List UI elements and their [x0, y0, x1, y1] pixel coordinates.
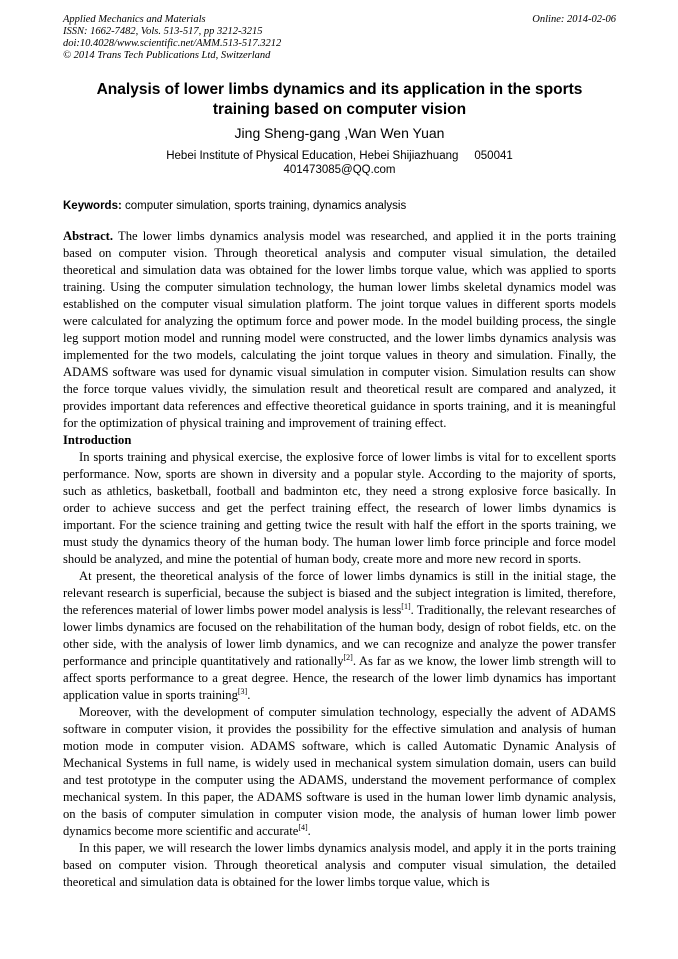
- keywords-label: Keywords:: [63, 200, 122, 212]
- journal-header: [63, 14, 616, 62]
- paper-title: [63, 80, 616, 120]
- doi: doi:10.4028/www.scientific.net/AMM.513-517.3212: [63, 38, 282, 49]
- email: 401473085@QQ.com: [283, 164, 396, 176]
- online-date: Online: 2014-02-06: [532, 14, 616, 25]
- keywords-text: computer simulation, sports training, dynamics analysis: [121, 200, 407, 212]
- affiliation: [63, 149, 616, 177]
- title-line-1: Analysis of lower limbs dynamics and its application in the sports: [96, 81, 583, 98]
- abstract-text: The lower limbs dynamics analysis model was researched, and applied it in the ports training based on computer vision. Through theoretical analysis and computer visual simulation, the detailed theoretical and simulation data was obtained for the lower limbs torque value, which was applied to sports training. Using the computer simulation technology, the human lower limbs skeletal dynamics model was established on the computer visual simulation platform. The joint torque values in different sports models were calculated for analyzing the optimum force and power mode. In the model building process, the single leg support motion model and running model were constructed, and the lower limbs dynamics analysis was implemented for the two models, calculating the joint torque values in theory and simulation. Finally, the ADAMS software was used for dynamic visual simulation in computer vision. Simulation results can show the force torque values vividly, the simulation result and theoretical result are compared and analyzed, it provides important data references and effective theoretical guidance in sports training, and it is meaningful for the optimization of physical training and improvement of training effect.: [63, 229, 616, 430]
- citation-3[interactable]: [3]: [237, 686, 248, 696]
- title-line-2: training based on computer vision: [212, 101, 467, 118]
- intro-paragraph-3: Moreover, with the development of computer simulation technology, especially the advent of ADAMS software in computer vision, it provides the possibility for the effective simulation and analysis of human motion mode in computer vision. ADAMS software, which is called Automatic Dynamic Analysis of Mechanical Systems in full name, is widely used in mechanical system simulation domain, users can build and test prototype in the computer using the ADAMS, understand the movement performance of complex mechanical system. In this paper, the ADAMS software is used in the human lower limb dynamic analysis, on the basis of computer simulation in computer vision mode, the analysis of human lower limb power dynamics become more scientific and accurate[4].: [63, 705, 616, 838]
- paper-body: [63, 228, 616, 891]
- citation-4[interactable]: [4]: [298, 822, 308, 832]
- copyright: © 2014 Trans Tech Publications Ltd, Switzerland: [63, 50, 271, 61]
- issn: ISSN: 1662-7482, Vols. 513-517, pp 3212-3215: [63, 26, 263, 37]
- section-heading-introduction: Introduction: [63, 433, 132, 447]
- authors: Jing Sheng-gang ,Wan Wen Yuan: [234, 125, 445, 141]
- institution: Hebei Institute of Physical Education, Hebei Shijiazhuang: [166, 150, 459, 162]
- citation-2[interactable]: [2]: [343, 652, 353, 662]
- keywords: [63, 199, 616, 213]
- abstract: [63, 228, 616, 432]
- citation-1[interactable]: [1]: [401, 601, 411, 611]
- postcode: 050041: [474, 150, 513, 162]
- intro-paragraph-2: At present, the theoretical analysis of the force of lower limbs dynamics is still in the initial stage, the relevant research is superficial, because the subject is biased and the subject integration is limited, therefore, the references material of lower limbs power model analysis is less[1]. Traditionally, the relevant researches of lower limbs dynamics are focused on the rehabilitation of the human body, design of robot fields, etc. on the other side, with the analysis of lower limb dynamics, and we can recognize and analyze the power transfer performance and principle quantitatively and rationally[2]. As far as we know, the lower limb strength will to affect sports performance to a great degree. Hence, the research of the lower limb dynamics has important application value in sports training[3].: [63, 569, 616, 702]
- intro-paragraph-1: In sports training and physical exercise, the explosive force of lower limbs is vital for to excellent sports performance. Now, sports are shown in diversity and a popular style. According to the majority of sports, such as athletics, basketball, football and badminton etc, they need a strong explosive force basically. In order to achieve success and get the perfect training effect, the research of lower limbs dynamics is important. For the science training and getting twice the result with half the effort in the sports training, we must study the dynamics theory of the human body. The human lower limb force principle and force model should be analyzed, and mine the potential of human body, create more and more new record in sports.: [63, 450, 616, 566]
- journal-name: Applied Mechanics and Materials: [63, 14, 206, 25]
- intro-paragraph-4: In this paper, we will research the lower limbs dynamics analysis model, and apply it in the ports training based on computer vision. Through theoretical analysis and computer visual simulation, the detailed theoretical and simulation data is obtained for the lower limbs torque value, which is: [63, 841, 616, 889]
- abstract-label: Abstract.: [63, 229, 114, 243]
